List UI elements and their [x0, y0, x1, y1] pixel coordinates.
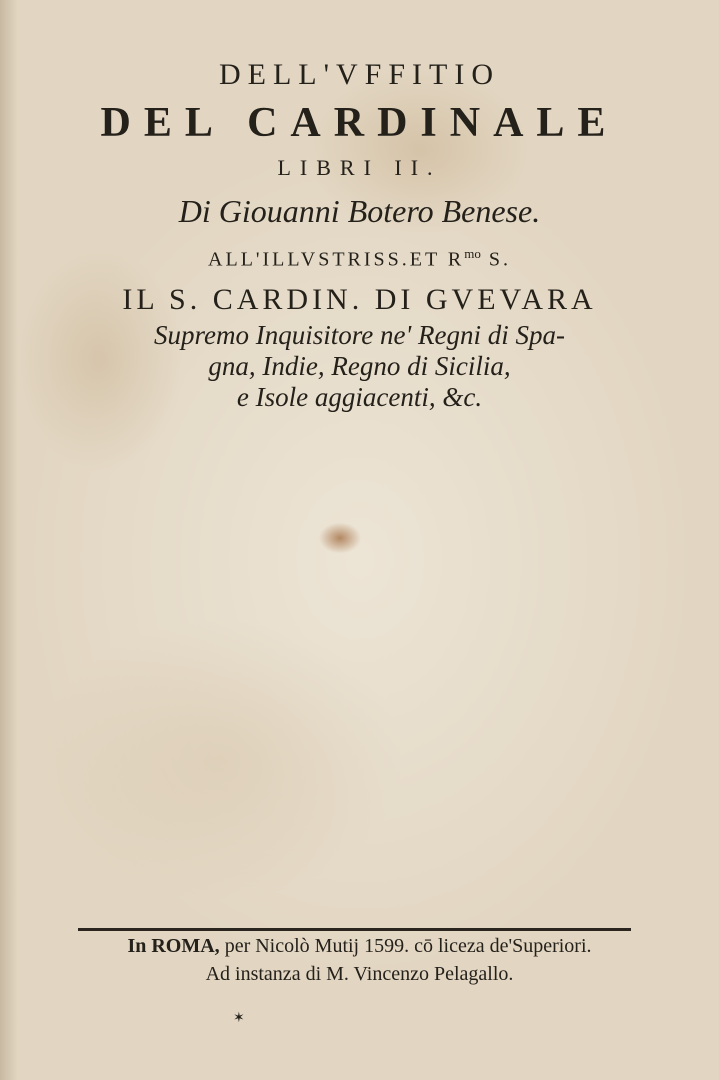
dedication-prefix: ALL'ILLVSTRISS.ET R: [208, 248, 465, 271]
dedicatee-line: IL S. CARDIN. DI GVEVARA: [122, 282, 597, 316]
author-line: Di Giouanni Botero Benese.: [178, 193, 541, 229]
dedication-superscript: mo: [464, 246, 481, 261]
title-line-2: DEL CARDINALE: [100, 100, 619, 146]
title-line-1: DELL'VFFITIO: [218, 58, 501, 91]
imprint: [0, 932, 719, 988]
imprint-line-1: [0, 932, 719, 960]
role-line-1: Supremo Inquisitore ne' Regni di Spa-: [154, 319, 565, 350]
imprint-rule: [78, 928, 631, 931]
role-line-3: e Isole aggiacenti, &c.: [236, 381, 483, 412]
title-block: [0, 52, 719, 413]
ornament-mark: ✶: [233, 1011, 245, 1026]
role-line-2: gna, Indie, Regno di Sicilia,: [208, 350, 511, 381]
dedication-suffix: S.: [480, 248, 511, 271]
imprint-place: In ROMA,: [127, 935, 220, 957]
dedication-line: [0, 234, 719, 280]
imprint-line-2: Ad instanza di M. Vincenzo Pelagallo.: [205, 963, 514, 985]
books-line: LIBRI II.: [277, 155, 442, 180]
imprint-publisher: per Nicolò Mutij 1599. cō liceza de'Superiori.: [219, 935, 592, 957]
